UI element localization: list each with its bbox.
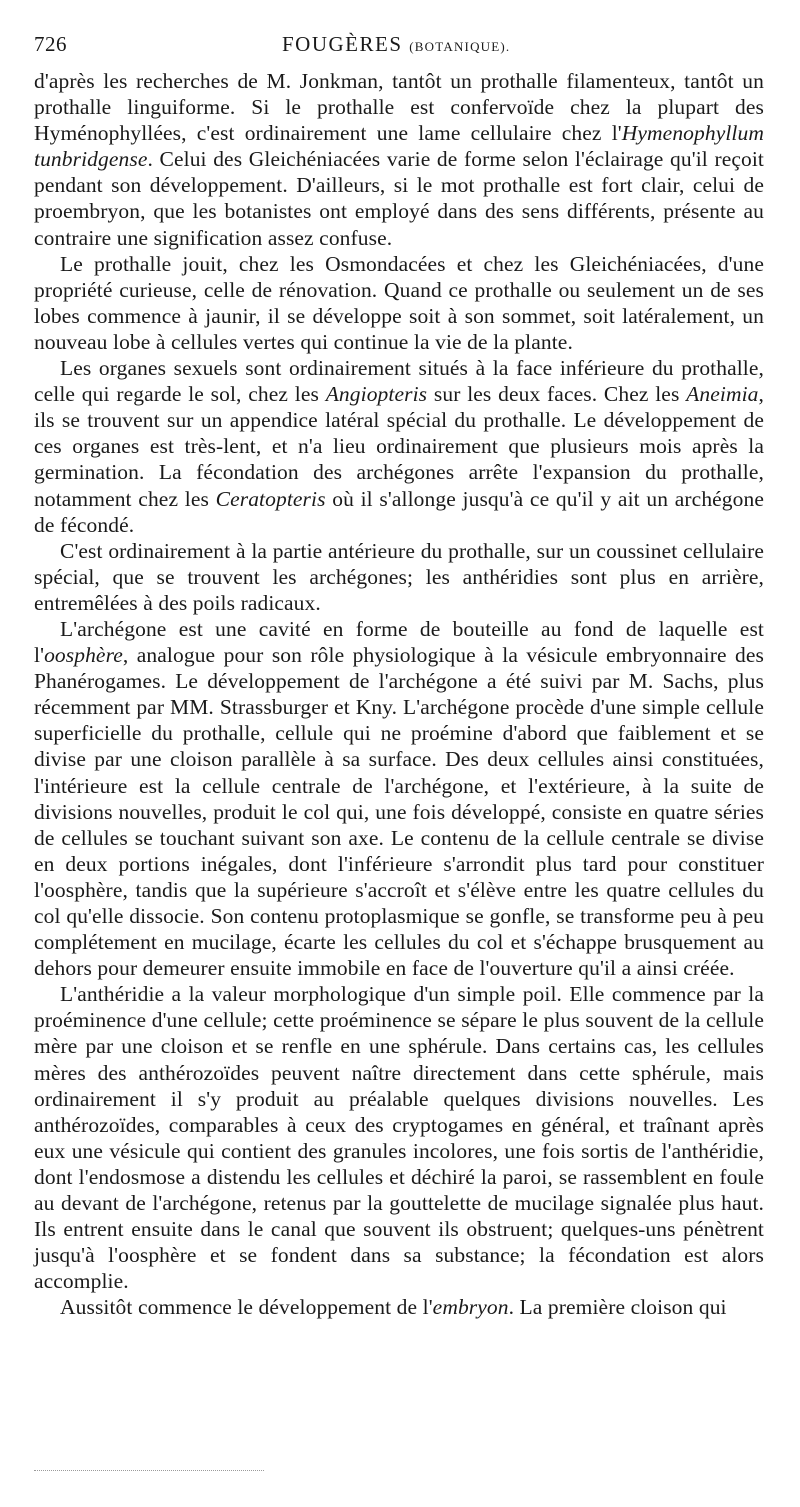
text-run: , ils se trouvent sur un appendice latéral spécial du prothalle. Le développement de ces organes est très-lent, et n'a lieu ordinairement que plusieurs mois après la germination. La fécondation des archégones arrête l'expansion du prothalle, notamment chez les (34, 382, 764, 511)
paragraph-5 (34, 616, 764, 981)
species-name: Hymenophyllum tunbridgense (34, 121, 764, 172)
text-run: d'après les recherches de M. Jonkman, tantôt un prothalle filamenteux, tantôt un prothalle linguiforme. Si le prothalle est confervoïde chez la plupart des Hyménophyllées, c'est ordinairement une lame cellulaire chez l' (34, 69, 764, 146)
text-run: Les organes sexuels sont ordinairement situés à la face inférieure du prothalle, celle qui regarde le sol, chez les (34, 356, 764, 407)
term-embryon: embryon (432, 1295, 509, 1320)
text-run: . Celui des Gleichéniacées varie de forme selon l'éclairage qu'il reçoit pendant son développement. D'ailleurs, si le mot prothalle est fort clair, celui de proembryon, que les botanistes ont employé dans des sens différents, présente au contraire une signification assez confuse. (34, 147, 764, 250)
title-main: FOUGÈRES (282, 32, 403, 56)
paragraph-1 (34, 68, 764, 251)
genus-name: Angiopteris (325, 382, 428, 407)
paragraph-2: Le prothalle jouit, chez les Osmondacées et chez les Gleichéniacées, d'une propriété curieuse, celle de rénovation. Quand ce prothalle ou seulement un de ses lobes commence à jaunir, il se développe soit à son sommet, soit latéralement, un nouveau lobe à cellules vertes qui continue la vie de la plante. (34, 251, 764, 354)
body-text (34, 68, 764, 1321)
text-run: sur les deux faces. Chez les (427, 382, 687, 407)
paragraph-3 (34, 355, 764, 538)
paragraph-7 (34, 1294, 764, 1320)
title-subtitle: (BOTANIQUE). (409, 39, 511, 54)
footer-print-mark (34, 1470, 264, 1474)
running-title (282, 32, 510, 57)
text-run: , analogue pour son rôle physiologique à la vésicule embryonnaire des Phanérogames. Le développement de l'archégone a été suivi par M. Sachs, plus récemment par MM. Strassburger et Kny. L'archégone procède d'une simple cellule superficielle du prothalle, cellule qui ne proémine d'abord que faiblement et se divise par une cloison parallèle à sa surface. Des deux cellules ainsi constituées, l'intérieure est la cellule centrale de l'archégone, et l'extérieure, à la suite de divisions nouvelles, produit le col qui, une fois développé, consiste en quatre séries de cellules se touchant suivant son axe. Le contenu de la cellule centrale se divise en deux portions inégales, dont l'inférieure s'arrondit plus tard pour constituer l'oosphère, tandis que la supérieure s'accroît et s'élève entre les quatre cellules du col qu'elle dissocie. Son contenu protoplasmique se gonfle, se transforme peu à peu complétement en mucilage, écarte les cellules du col et s'échappe brusquement au dehors pour demeurer ensuite immobile en face de l'ouverture qu'il a ainsi créée. (34, 643, 764, 981)
text-run: L'archégone est une cavité en forme de bouteille au fond de laquelle est l' (34, 616, 764, 668)
paragraph-4: C'est ordinairement à la partie antérieure du prothalle, sur un coussinet cellulaire spécial, que se trouvent les archégones; les anthéridies sont plus en arrière, entremêlées à des poils radicaux. (34, 538, 764, 615)
term-oosphere: oosphère (44, 643, 123, 668)
page-number: 726 (34, 32, 67, 56)
paragraph-6: L'anthéridie a la valeur morphologique d'un simple poil. Elle commence par la proéminence d'une cellule; cette proéminence se sépare le plus souvent de la cellule mère par une cloison et se renfle en une sphérule. Dans certains cas, les cellules mères des anthérozoïdes peuvent naître directement dans cette sphérule, mais ordinairement il s'y produit au préalable quelques divisions nouvelles. Les anthérozoïdes, comparables à ceux des cryptogames en général, et traînant après eux une vésicule qui contient des granules incolores, une fois sortis de l'anthéridie, dont l'endosmose a distendu les cellules et déchiré la paroi, se rassemblent en foule au devant de l'archégone, retenus par la gouttelette de mucilage signalée plus haut. Ils entrent ensuite dans le canal que souvent ils obstruent; quelques-uns pénètrent jusqu'à l'oosphère et se fondent dans sa substance; la fécondation est alors accomplie. (34, 982, 764, 1294)
genus-name: Aneimia (686, 382, 759, 407)
genus-name: Ceratopteris (215, 486, 326, 511)
running-header (34, 28, 764, 60)
text-run: où il s'allonge jusqu'à ce qu'il y ait un archégone de fécondé. (34, 486, 765, 537)
text-run: Aussitôt commence le développement de l' (60, 1295, 433, 1320)
text-run: . La première cloison qui (508, 1295, 727, 1320)
